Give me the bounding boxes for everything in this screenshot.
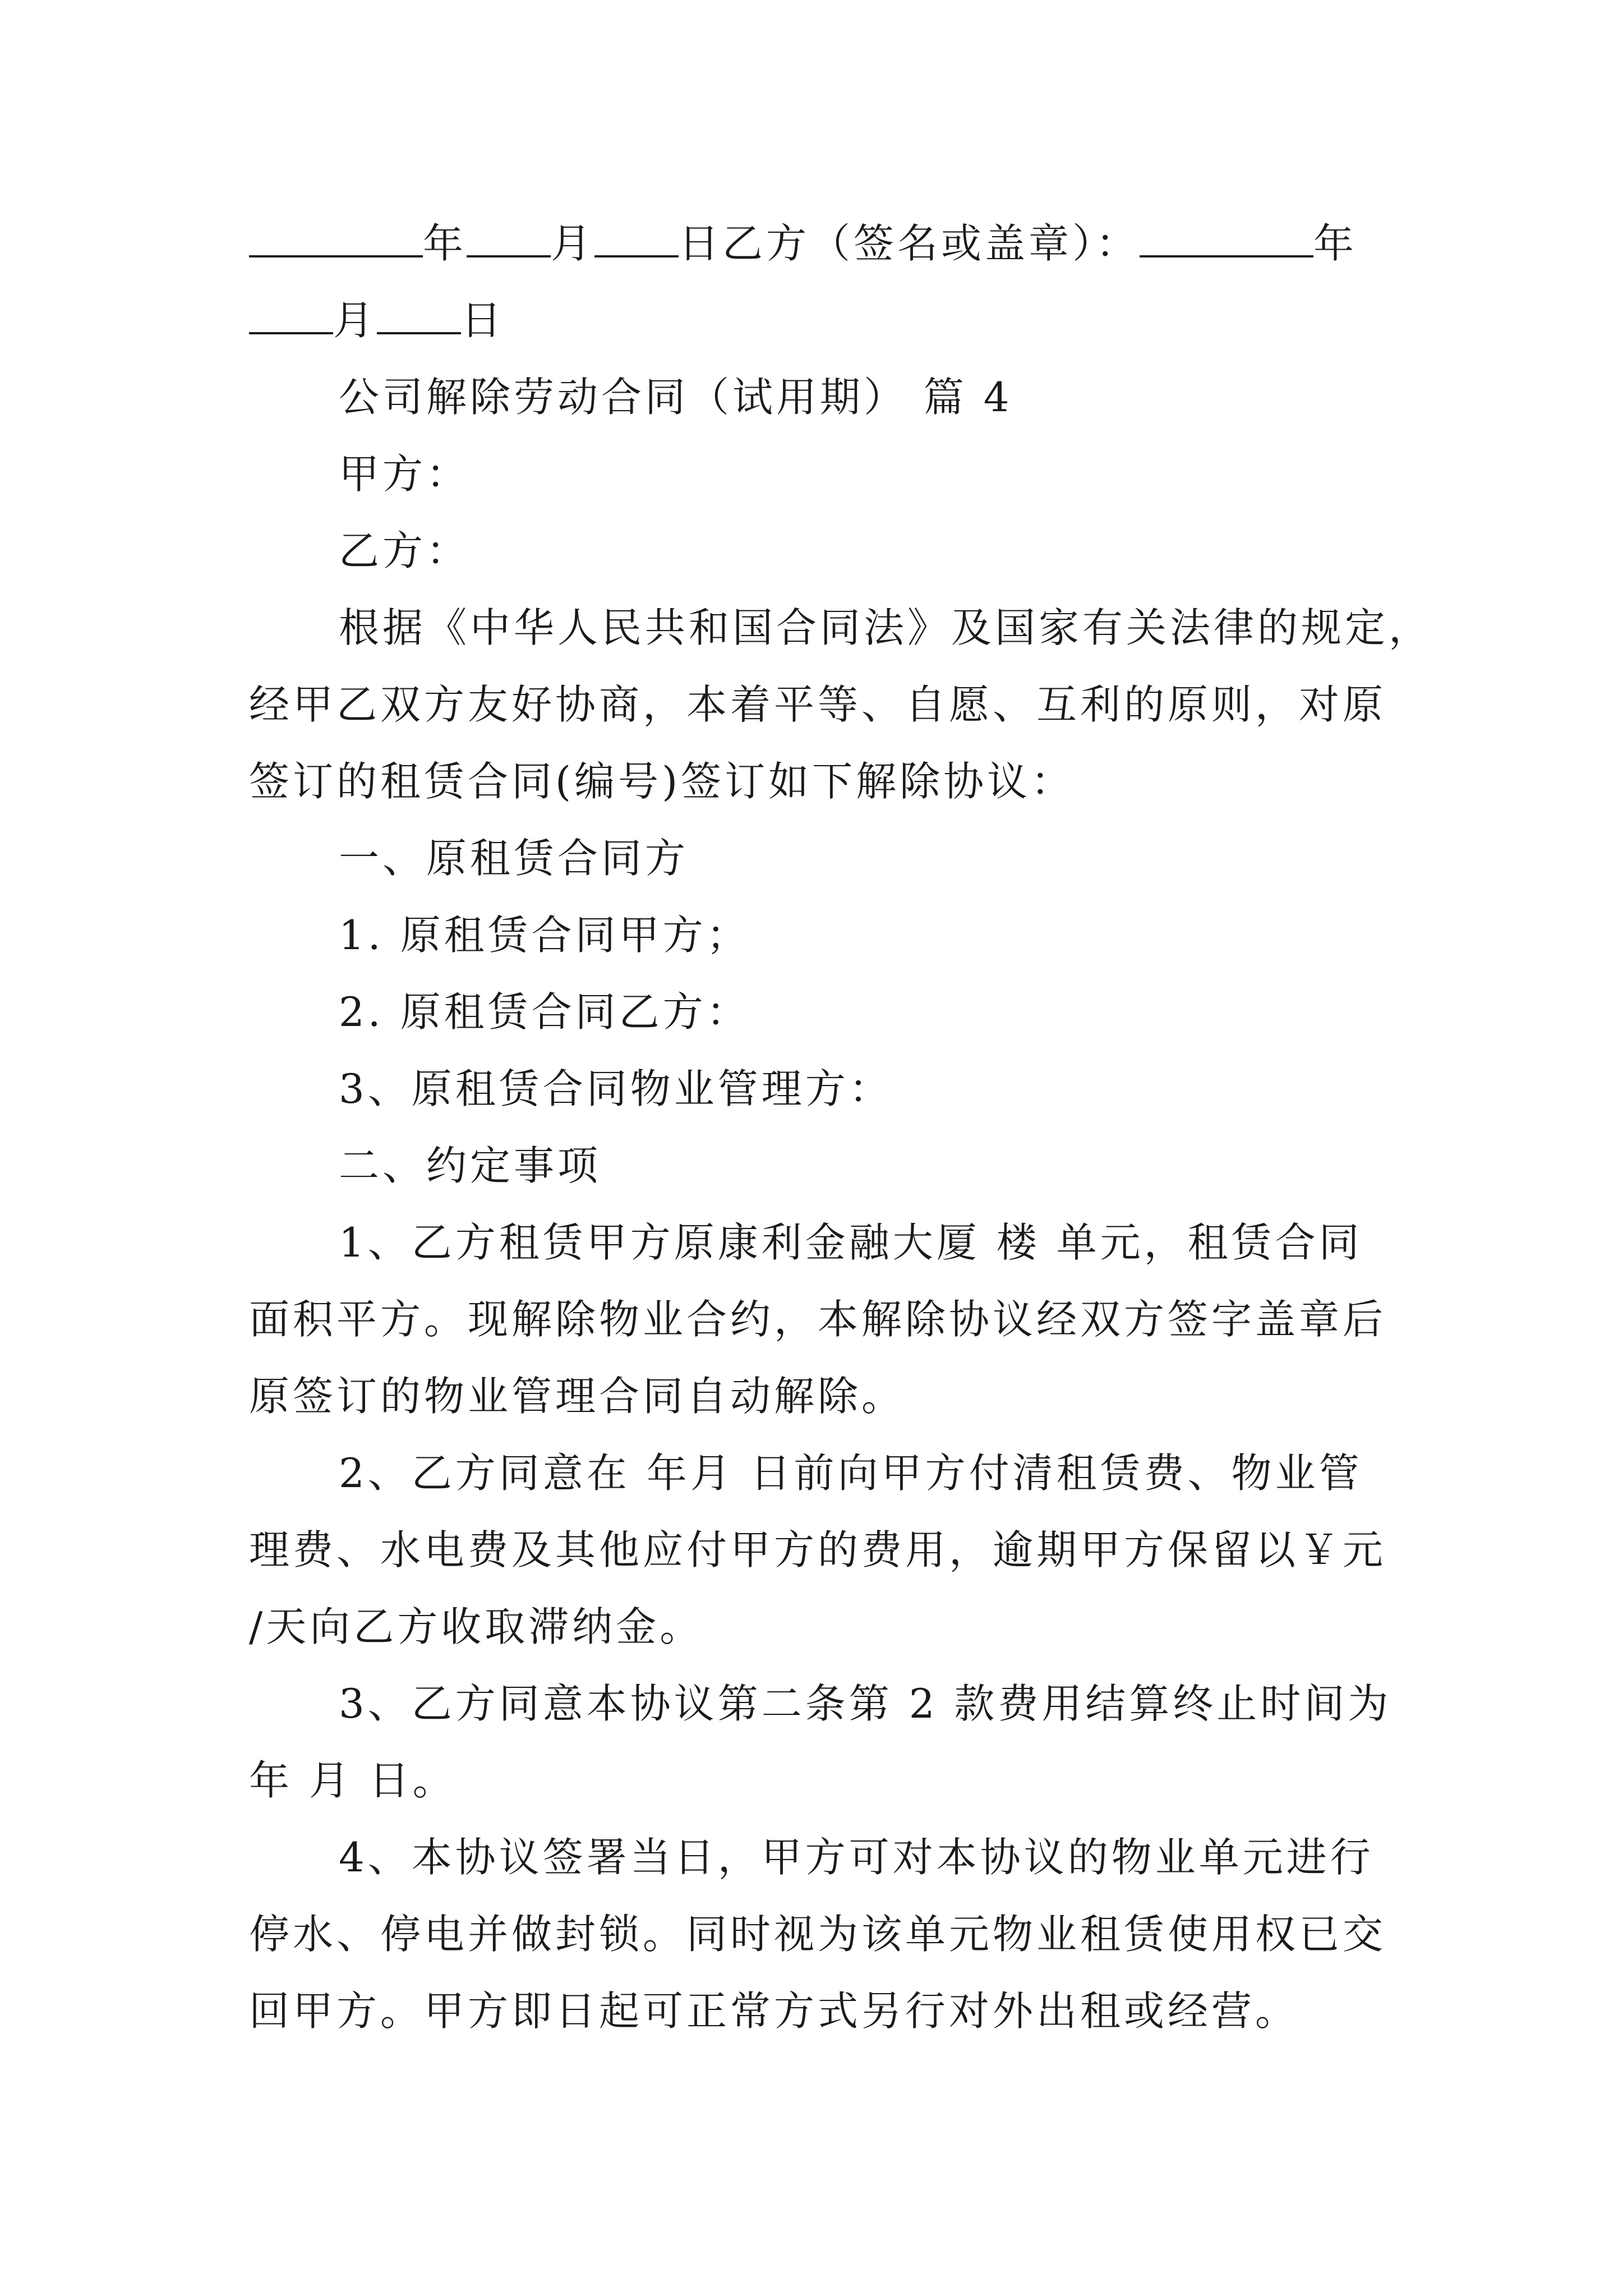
day-party-b-signature-label: 日乙方（签名或盖章）： <box>679 220 1140 267</box>
item-original-party-a: 1. 原租赁合同甲方； <box>339 912 750 959</box>
year-blank-2 <box>1140 222 1313 257</box>
heading-agreed-matters: 二、约定事项 <box>339 1142 602 1189</box>
clause-1-line-2: 面积平方。现解除物业合约，本解除协议经双方签字盖章后 <box>249 1296 1387 1343</box>
section-title: 公司解除劳动合同（试用期） 篇 4 <box>339 374 1013 421</box>
clause-3-line-2: 年 月 日。 <box>249 1757 457 1804</box>
day-label-2: 日 <box>461 297 505 344</box>
signature-line-1 <box>249 205 1357 282</box>
clause-1-line-1: 1、乙方租赁甲方原康利金融大厦 楼 单元，租赁合同 <box>339 1219 1363 1266</box>
clause-2-line-2: 理费、水电费及其他应付甲方的费用，逾期甲方保留以￥元 <box>249 1526 1387 1573</box>
intro-line-3: 签订的租赁合同(编号)签订如下解除协议： <box>249 758 1075 805</box>
day-blank <box>594 222 679 257</box>
month-label-2: 月 <box>333 297 377 344</box>
year-blank <box>249 222 423 257</box>
clause-2-line-3: /天向乙方收取滞纳金。 <box>249 1603 704 1650</box>
clause-4-line-2: 停水、停电并做封锁。同时视为该单元物业租赁使用权已交 <box>249 1911 1387 1958</box>
signature-line-2 <box>249 282 505 359</box>
item-property-manager: 3、原租赁合同物业管理方： <box>339 1065 893 1112</box>
day-blank-2 <box>377 298 461 334</box>
party-a-label: 甲方： <box>339 450 471 498</box>
month-blank <box>467 222 551 257</box>
intro-line-1: 根据《中华人民共和国合同法》及国家有关法律的规定， <box>339 604 1433 651</box>
year-label: 年 <box>423 220 467 267</box>
clause-2-line-1: 2、乙方同意在 年月 日前向甲方付清租赁费、物业管 <box>339 1450 1363 1497</box>
intro-line-2: 经甲乙双方友好协商，本着平等、自愿、互利的原则，对原 <box>249 681 1387 728</box>
clause-1-line-3: 原签订的物业管理合同自动解除。 <box>249 1373 906 1420</box>
clause-3-line-1: 3、乙方同意本协议第二条第 2 款费用结算终止时间为 <box>339 1680 1392 1727</box>
month-label: 月 <box>551 220 595 267</box>
item-original-party-b: 2. 原租赁合同乙方： <box>339 988 750 1036</box>
clause-4-line-3: 回甲方。甲方即日起可正常方式另行对外出租或经营。 <box>249 1987 1299 2035</box>
clause-4-line-1: 4、本协议签署当日，甲方可对本协议的物业单元进行 <box>339 1834 1374 1881</box>
heading-original-parties: 一、原租赁合同方 <box>339 835 689 882</box>
party-b-label: 乙方： <box>339 527 471 574</box>
month-blank-2 <box>249 298 333 334</box>
year-label-2: 年 <box>1313 220 1358 267</box>
